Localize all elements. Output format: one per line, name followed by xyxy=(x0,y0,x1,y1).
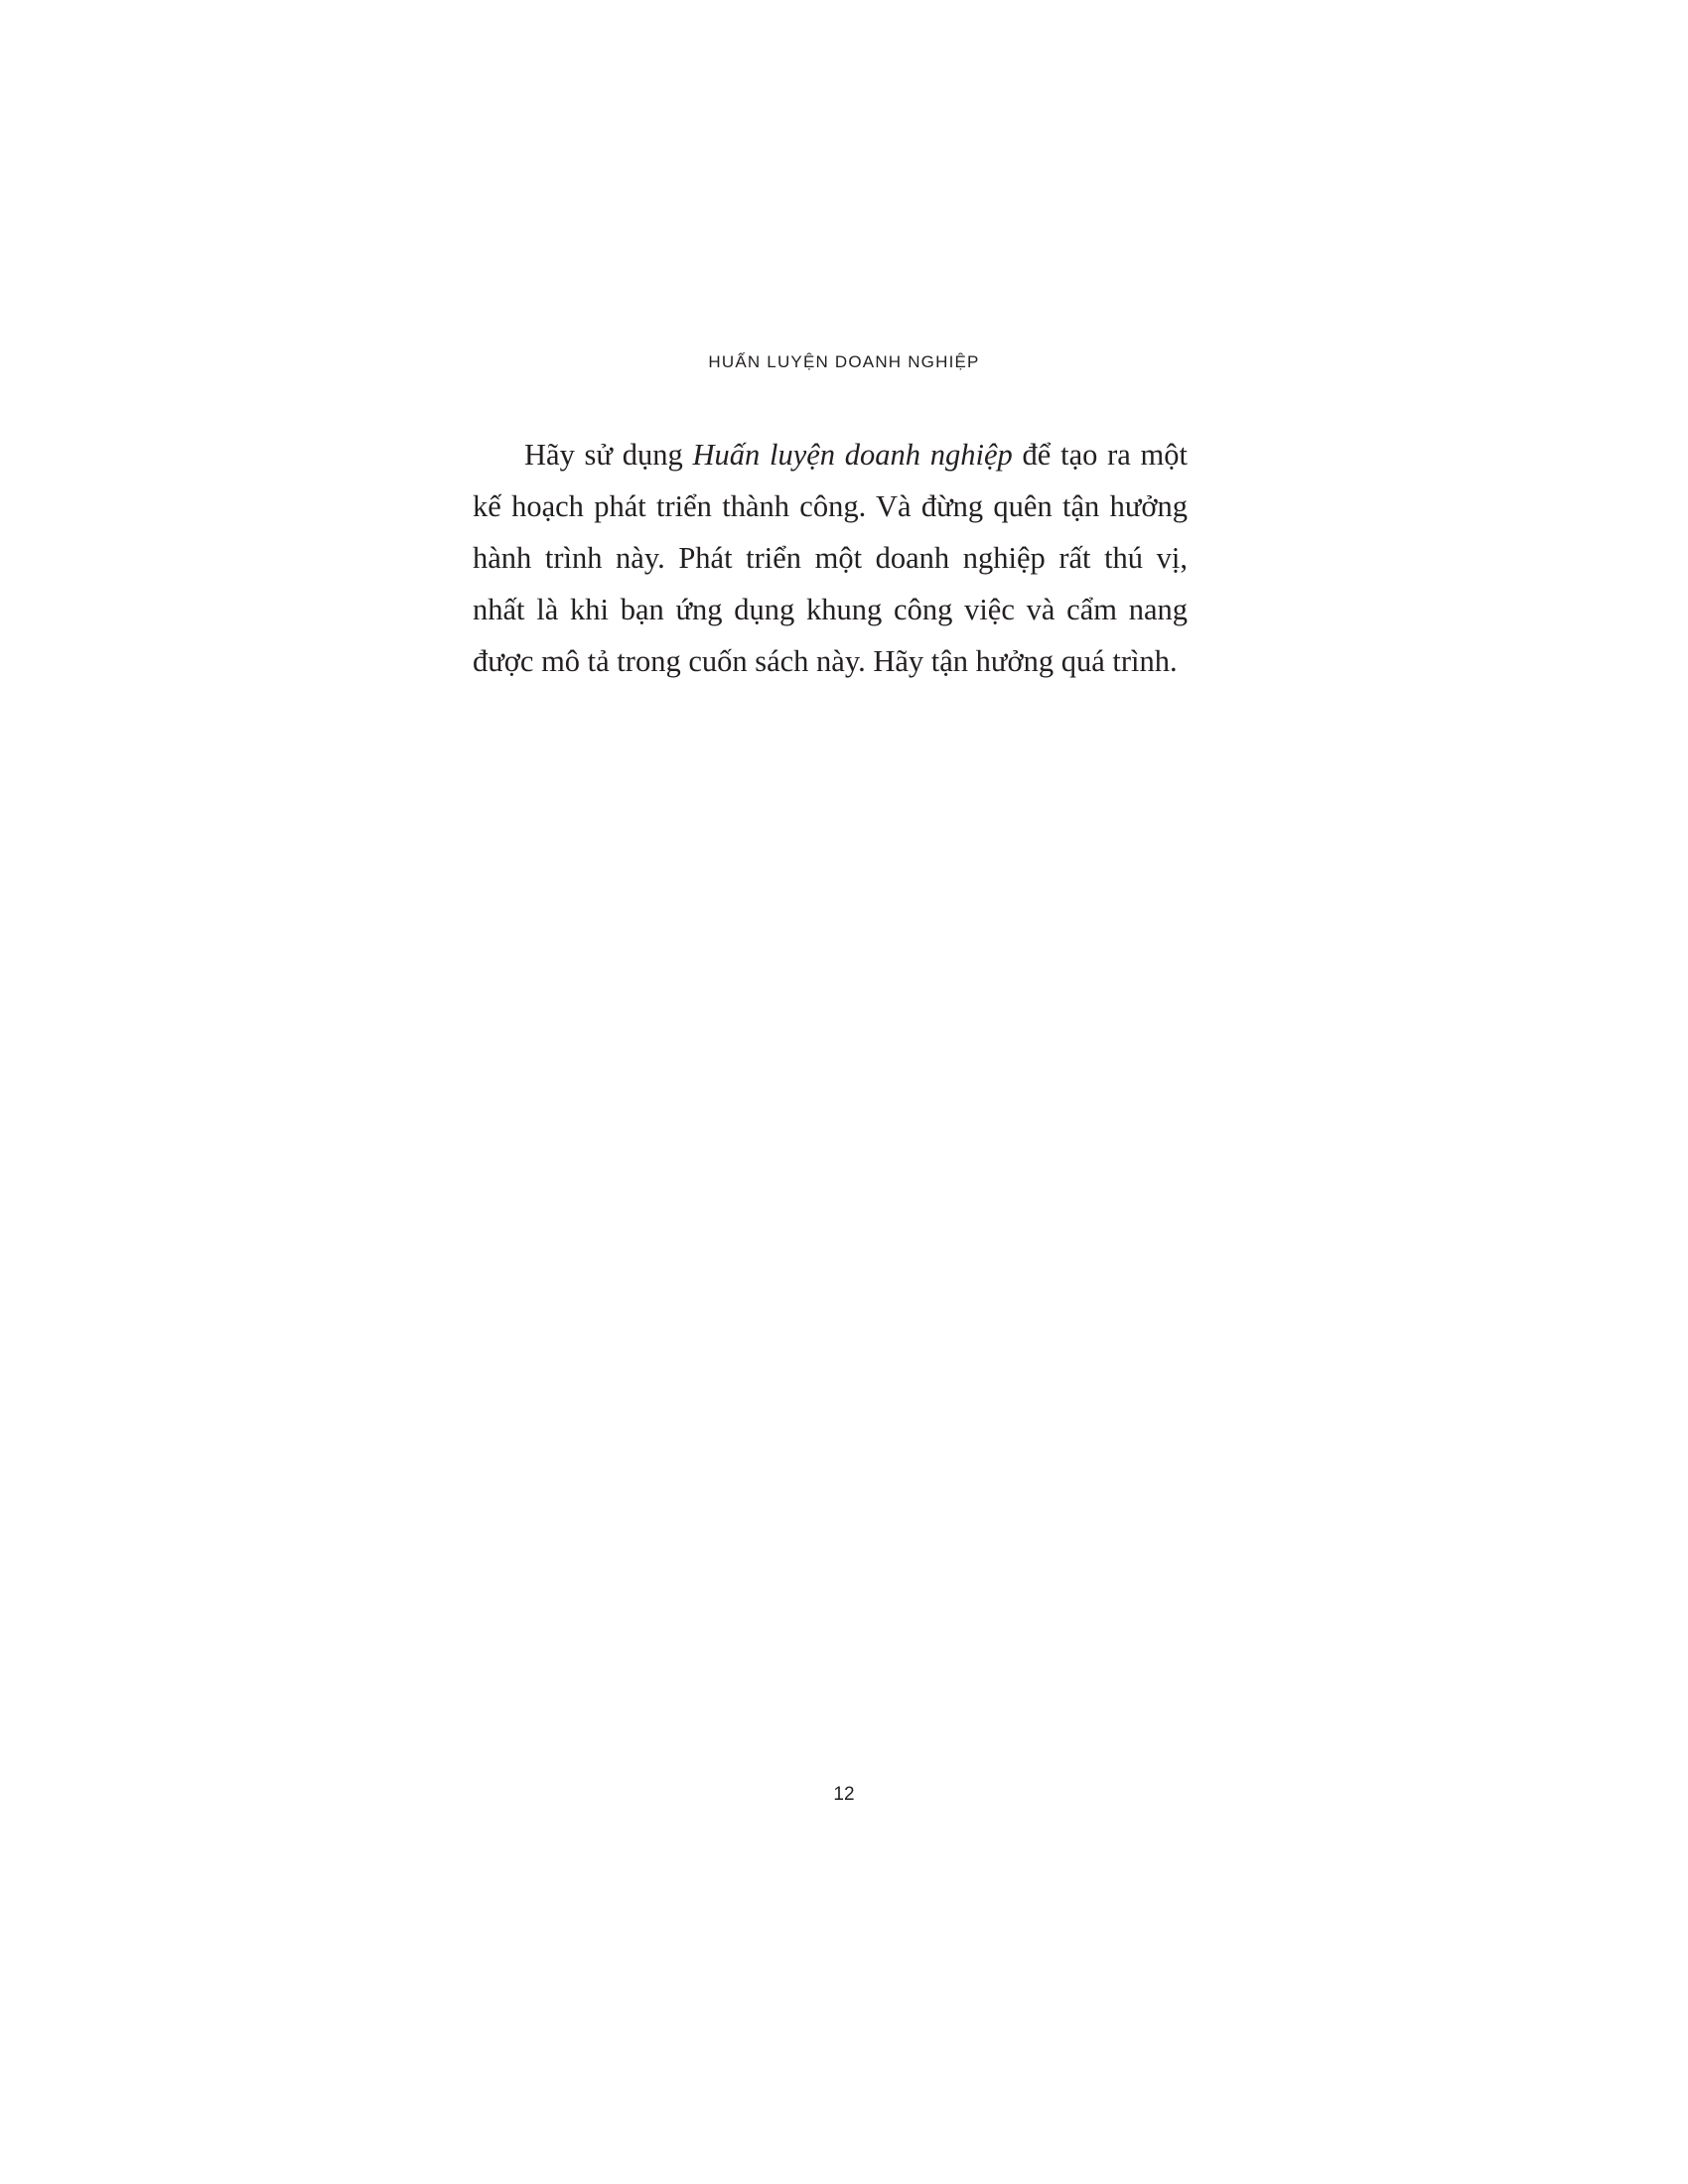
page-number: 12 xyxy=(833,1784,855,1805)
running-head: HUẤN LUYỆN DOANH NGHIỆP xyxy=(708,352,980,371)
book-title-emphasis: Huấn luyện doanh nghiệp xyxy=(692,438,1013,472)
paragraph-lead: Hãy sử dụng xyxy=(524,438,693,472)
paragraph xyxy=(473,429,1188,687)
paragraph-rest: để tạo ra một kế hoạch phát triển thành công. Và đừng quên tận hưởng hành trình này. Phát triển một doanh nghiệp rất thú vị, nhất là khi bạn ứng dụng khung công việc và cẩm nang được mô tả trong cuốn sách này. Hãy tận hưởng quá trình. xyxy=(473,438,1188,678)
body-text-block xyxy=(473,429,1188,687)
